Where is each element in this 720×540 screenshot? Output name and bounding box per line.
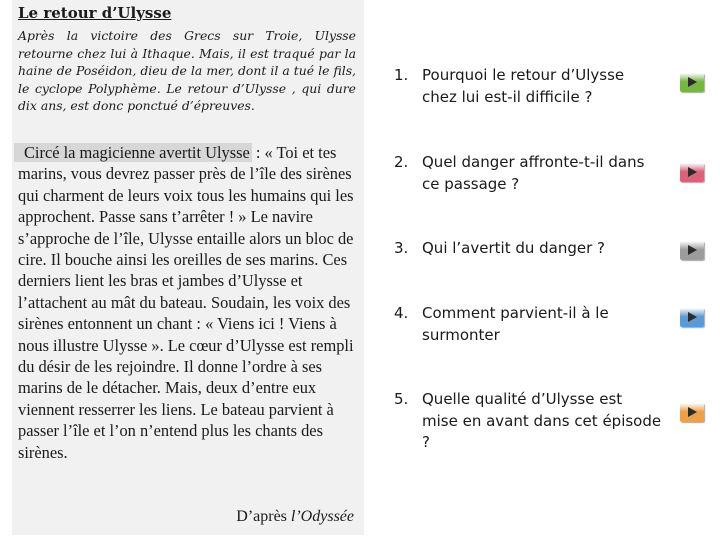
play-icon	[688, 245, 697, 255]
play-button[interactable]	[680, 403, 704, 422]
text-panel	[12, 0, 364, 535]
play-button[interactable]	[680, 73, 704, 92]
play-button[interactable]	[680, 308, 704, 327]
story-paragraph	[18, 142, 360, 463]
question-number: 5.	[394, 390, 409, 408]
question-list	[394, 0, 704, 540]
play-button[interactable]	[680, 241, 704, 260]
play-icon	[688, 312, 697, 322]
question-text: Qui l’avertit du danger ?	[422, 239, 606, 257]
play-button[interactable]	[680, 163, 704, 182]
question-number: 3.	[394, 239, 409, 257]
question-text: Pourquoi le retour d’Ulysse chez lui est-il difficile ?	[422, 66, 625, 106]
highlighted-phrase: Circé la magicienne avertit Ulysse	[14, 143, 252, 162]
question-text: Quelle qualité d’Ulysse est mise en avant dans cet épisode ?	[422, 390, 662, 451]
question-text: Quel danger affronte-t-il dans ce passage ?	[422, 153, 645, 193]
document-title: Le retour d’Ulysse	[18, 4, 172, 22]
question-number: 4.	[394, 304, 409, 322]
question-text: Comment parvient-il à le surmonter	[422, 304, 609, 344]
play-icon	[688, 77, 697, 87]
question-number: 1.	[394, 66, 409, 84]
play-icon	[688, 167, 697, 177]
play-icon	[688, 407, 697, 417]
intro-paragraph: Après la victoire des Grecs sur Troie, Ulysse retourne chez lui à Ithaque. Mais, il est traqué par la haine de Poséidon, dieu de la mer, dont il a tué le fils, le cyclope Polyphème. Le retour d’Ulysse , qui dure dix ans, est donc ponctué d’épreuves.	[18, 28, 356, 114]
source-work: l’Odyssée	[290, 508, 354, 525]
question-number: 2.	[394, 153, 409, 171]
source-citation	[236, 508, 354, 526]
story-body: : « Toi et tes marins, vous devrez passer près de l’île des sirènes qui charment de leurs voix tous les humains qui les approchent. Passe sans t’arrêter ! » Le navire s’approche de l’île, Ulysse entaille alors un bloc de cire. Il bouche ainsi les oreilles de ses marins. Ces derniers lient les bras et jambes d’Ulysse et l’attachent au mât du bateau. Soudain, les voix des sirènes entonnent un chant : « Viens ici ! Viens à nous illustre Ulysse ». Le cœur d’Ulysse est rempli du désir de les rejoindre. Il donne l’ordre à ses marins de le détacher. Mais, deux d’entre eux viennent resserrer les liens. Le bateau parvient à passer l’île et l’on n’entend plus les chants des sirènes.	[18, 143, 354, 462]
source-prefix: D’après	[236, 508, 291, 525]
